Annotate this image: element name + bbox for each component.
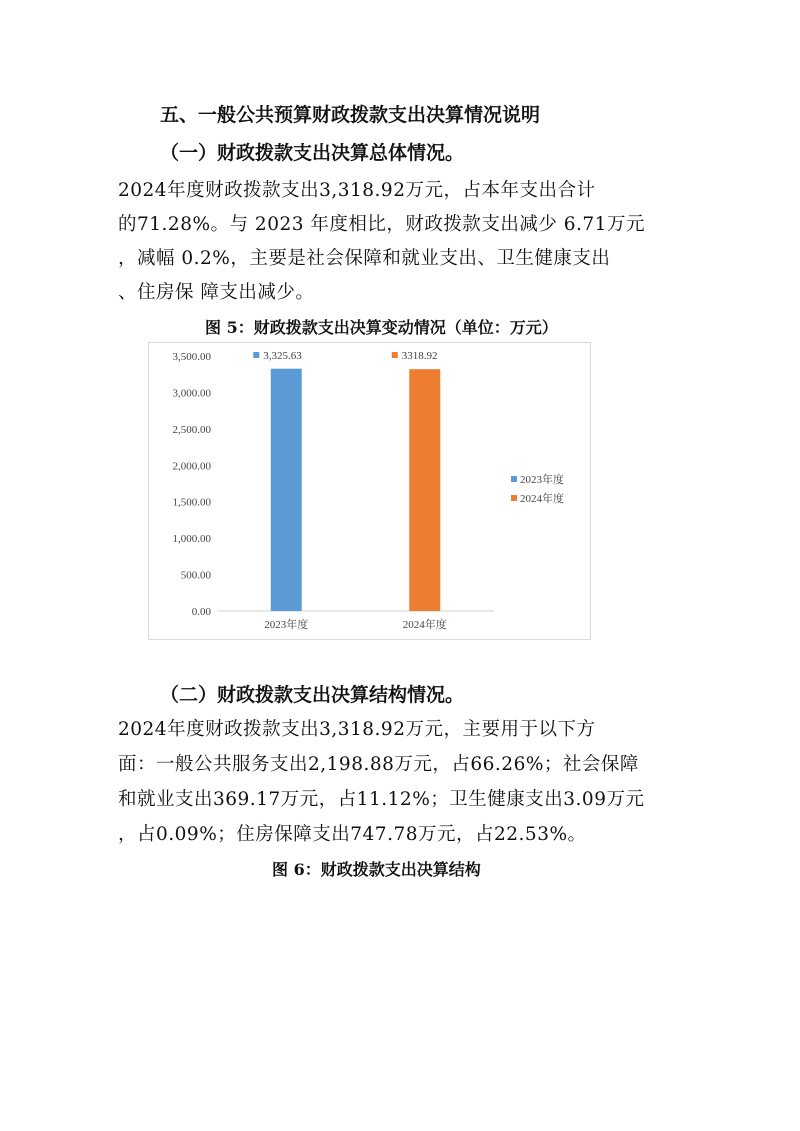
paragraph-line: 的71.28%。与 2023 年度相比，财政拨款支出减少 6.71万元 [118, 214, 645, 235]
paragraph-line: 和就业支出369.17万元，占11.12%；卫生健康支出3.09万元 [118, 789, 645, 810]
figure-6-caption: 图 6：财政拨款支出决算结构 [272, 860, 481, 879]
x-tick-label: 2024年度 [402, 619, 447, 631]
x-tick-label: 2023年度 [264, 619, 309, 631]
legend-swatch [511, 476, 517, 482]
y-tick-label: 1,500.00 [172, 496, 211, 509]
paragraph-line: 面：一般公共服务支出2,198.88万元，占66.26%；社会保障 [118, 754, 639, 775]
y-tick-label: 500.00 [180, 569, 211, 582]
y-tick-label: 2,000.00 [172, 460, 211, 473]
y-tick-label: 0.00 [191, 606, 211, 618]
paragraph-line: 、住房保 障支出减少。 [118, 282, 315, 303]
bar [409, 369, 440, 611]
legend-swatch [511, 495, 517, 501]
bar [271, 369, 302, 611]
paragraph-line: 2024年度财政拨款支出3,318.92万元，主要用于以下方 [118, 719, 596, 740]
data-label-marker [392, 352, 398, 358]
y-tick-label: 3,500.00 [172, 351, 211, 363]
data-label-marker [253, 352, 259, 358]
figure-5-caption: 图 5：财政拨款支出决算变动情况（单位：万元） [205, 318, 558, 337]
legend-label: 2023年度 [520, 474, 564, 486]
subheading-overall: （一）财政拨款支出决算总体情况。 [160, 142, 465, 164]
subheading-structure: （二）财政拨款支出决算结构情况。 [160, 684, 465, 706]
bar-chart [148, 342, 591, 640]
y-tick-label: 3,000.00 [172, 387, 211, 400]
paragraph-line: 2024年度财政拨款支出3,318.92万元，占本年支出合计 [118, 180, 596, 201]
legend-label: 2024年度 [520, 493, 564, 505]
section-heading: 五、一般公共预算财政拨款支出决算情况说明 [160, 104, 541, 126]
data-label: 3,325.63 [263, 350, 302, 362]
data-label: 3318.92 [401, 350, 438, 362]
paragraph-line: ，占0.09%；住房保障支出747.78万元，占22.53%。 [118, 824, 587, 845]
y-tick-label: 1,000.00 [172, 533, 211, 546]
y-tick-label: 2,500.00 [172, 423, 211, 436]
chart-canvas [149, 343, 590, 639]
paragraph-line: ，减幅 0.2%，主要是社会保障和就业支出、卫生健康支出 [118, 248, 611, 269]
